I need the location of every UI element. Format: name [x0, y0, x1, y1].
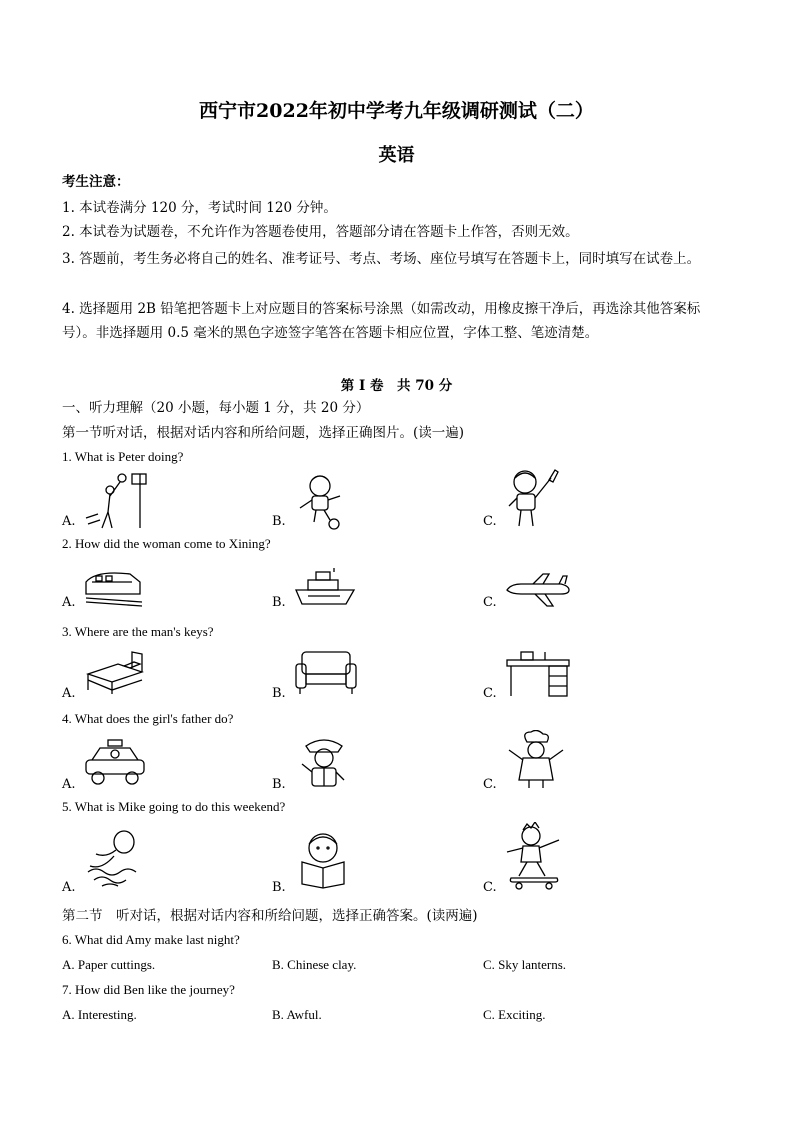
question-7: 7. How did Ben like the journey? [62, 982, 235, 997]
subsection-two-title: 第二节 听对话，根据对话内容和所给问题，选择正确答案。(读两遍) [62, 908, 478, 924]
option-letter-a: A. [62, 880, 76, 895]
option-letter-c: C. [483, 514, 497, 529]
notice-item-4: 4. 选择题用 2B 铅笔把答题卡上对应题目的答案标号涂黑（如需改动，用橡皮擦干净后，再选涂其他答案标号）。非选择题用 0.5 毫米的黑色字迹签字笔答在答题卡相应位置，字体工整、笔迹清楚。 [62, 301, 701, 341]
option-letter-b: B. [272, 514, 286, 529]
option-letter-a: A. [62, 595, 76, 610]
question-3: 3. Where are the man's keys? [62, 624, 214, 639]
reading-boy-icon [292, 828, 354, 890]
part-one-heading: 第 I 卷 共 70 分 [340, 378, 453, 394]
option-letter-a: A. [62, 777, 76, 792]
taxi-driver-icon [84, 738, 146, 788]
desk-icon [505, 650, 571, 698]
bed-icon [86, 650, 144, 696]
option-letter-c: C. [483, 595, 497, 610]
answer-option-a: A. Interesting. [62, 1007, 137, 1022]
ship-icon [294, 566, 356, 608]
policeman-icon [294, 734, 354, 790]
notice-heading: 考生注意： [62, 174, 130, 190]
option-letter-b: B. [272, 777, 286, 792]
soccer-boy-icon [292, 472, 352, 530]
question-4: 4. What does the girl's father do? [62, 711, 234, 726]
airplane-icon [505, 572, 571, 608]
skateboarding-icon [503, 822, 565, 892]
notice-item-2: 2. 本试卷为试题卷，不允许作为答题卷使用，答题部分请在答题卡上作答，否则无效。 [62, 224, 579, 240]
swimming-icon [84, 828, 148, 890]
subsection-one-title: 第一节听对话，根据对话内容和所给问题，选择正确图片。(读一遍) [62, 425, 465, 441]
section-one-title: 一、听力理解（20 小题，每小题 1 分，共 20 分） [62, 400, 370, 416]
question-1: 1. What is Peter doing? [62, 449, 184, 464]
question-5: 5. What is Mike going to do this weekend? [62, 799, 286, 814]
notice-item-3: 3. 答题前，考生务必将自己的姓名、准考证号、考点、考场、座位号填写在答题卡上，同时填写在试卷上。 [62, 251, 701, 267]
option-letter-b: B. [272, 686, 286, 701]
answer-option-a: A. Paper cuttings. [62, 957, 156, 972]
option-letter-c: C. [483, 686, 497, 701]
basketball-player-icon [82, 470, 152, 530]
answer-option-c: C. Exciting. [483, 1007, 546, 1022]
option-letter-a: A. [62, 514, 76, 529]
baseball-boy-icon [503, 468, 563, 530]
option-letter-c: C. [483, 777, 497, 792]
notice-item-1: 1. 本试卷满分 120 分，考试时间 120 分钟。 [62, 200, 337, 216]
question-2: 2. How did the woman come to Xining? [62, 536, 271, 551]
answer-option-b: B. Awful. [272, 1007, 322, 1022]
option-letter-b: B. [272, 880, 286, 895]
option-letter-a: A. [62, 686, 76, 701]
option-letter-b: B. [272, 595, 286, 610]
chef-icon [503, 730, 569, 790]
option-letter-c: C. [483, 880, 497, 895]
train-icon [84, 568, 144, 608]
exam-title: 西宁市2022年初中学考九年级调研测试（二） [199, 100, 594, 122]
answer-option-b: B. Chinese clay. [272, 957, 357, 972]
question-6: 6. What did Amy make last night? [62, 932, 240, 947]
sofa-icon [294, 650, 358, 696]
subject-title: 英语 [378, 145, 415, 166]
answer-option-c: C. Sky lanterns. [483, 957, 567, 972]
